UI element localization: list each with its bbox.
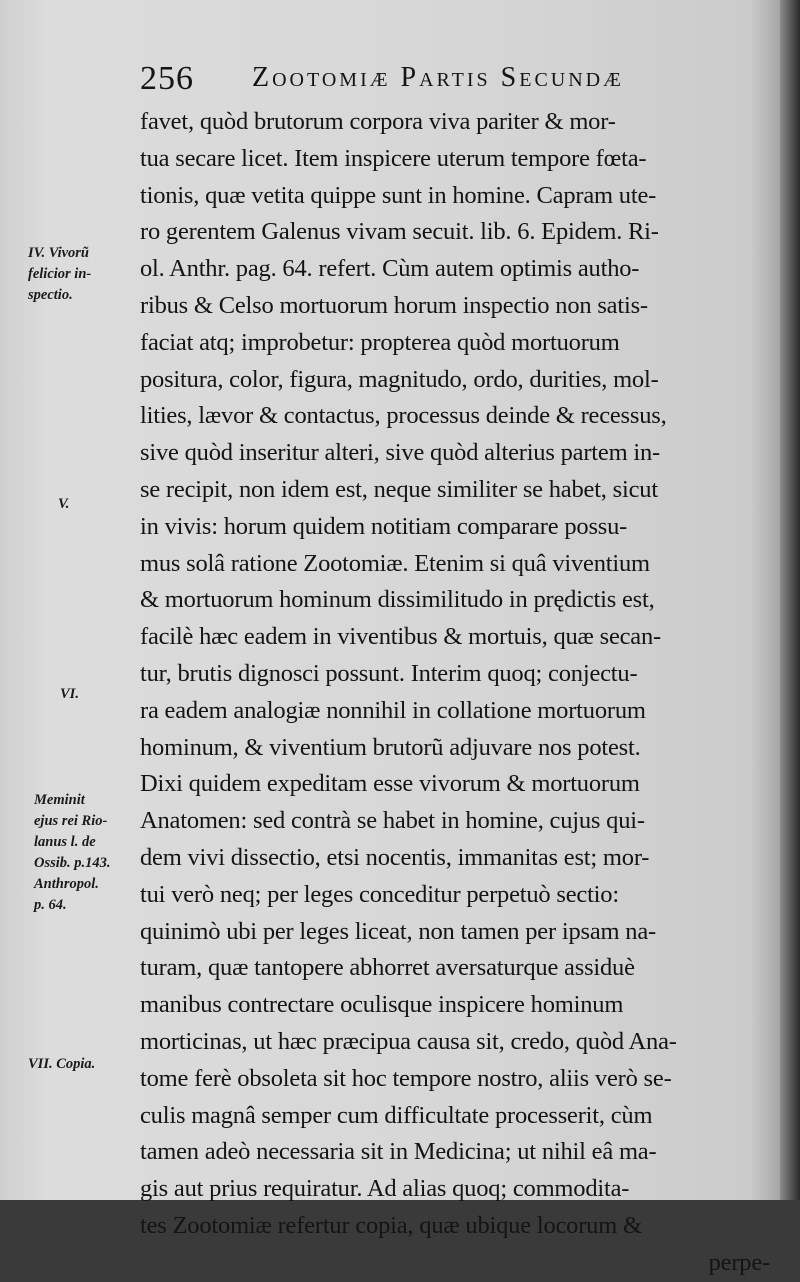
text-line: manibus contrectare oculisque inspicere hominum [140,991,624,1019]
text-line: hominum, & viventium brutorũ adjuvare nos potest. [140,733,641,761]
text-line: perpe- [708,1248,770,1276]
text-line: Dixi quidem expeditam esse vivorum & mortuorum [140,770,640,798]
margin-note-line: p. 64. [34,897,67,913]
text-line: tes Zootomiæ refertur copia, quæ ubique locorum & [140,1211,642,1239]
margin-note-line: V. [58,496,70,512]
text-line: gis aut prius requiratur. Ad alias quoq; commodita- [140,1175,630,1203]
margin-note-line: VI. [60,686,79,702]
margin-note-iv [28,243,158,306]
book-edge [780,0,800,1200]
text-line: culis magnâ semper cum difficultate processerit, cùm [140,1101,653,1129]
text-line: facilè hæc eadem in viventibus & mortuis, quæ secan- [140,623,661,651]
text-line: ol. Anthr. pag. 64. refert. Cùm autem optimis autho- [140,255,640,283]
body-text [140,104,770,1282]
margin-note-line: ejus rei Rio- [34,813,108,829]
text-line: dem vivi dissectio, etsi nocentis, immanitas est; mor- [140,843,650,871]
margin-note-line: Meminit [34,792,85,808]
text-line: in vivis: horum quidem notitiam comparare possu- [140,512,628,540]
text-line: favet, quòd brutorum corpora viva pariter & mor- [140,108,616,135]
text-line: tamen adeò necessaria sit in Medicina; ut nihil eâ ma- [140,1138,657,1166]
text-line: tui verò neq; per leges conceditur perpetuò sectio: [140,880,619,908]
text-line: positura, color, figura, magnitudo, ordo, durities, mol- [140,365,659,393]
text-line: ribus & Celso mortuorum horum inspectio non satis- [140,291,648,319]
margin-note-line: IV. Vivorũ [28,245,89,261]
text-line: ro gerentem Galenus vivam secuit. lib. 6. Epidem. Ri- [140,218,659,246]
margin-note-line: spectio. [28,287,73,303]
text-line: faciat atq; improbetur: propterea quòd mortuorum [140,328,620,356]
text-line: sive quòd inseritur alteri, sive quòd alterius partem in- [140,439,660,467]
text-line: se recipit, non idem est, neque similiter se habet, sicut [140,475,658,503]
margin-note-meminit [34,790,164,916]
margin-note-line: felicior in- [28,266,92,282]
text-line: ra eadem analogiæ nonnihil in collatione mortuorum [140,696,646,724]
text-line: Anatomen: sed contrà se habet in homine, cujus qui- [140,807,645,835]
text-line: turam, quæ tantopere abhorret aversaturque assiduè [140,954,635,982]
text-line: lities, lævor & contactus, processus deinde & recessus, [140,402,667,430]
margin-note-v [58,494,188,515]
margin-note-vi [60,684,190,705]
text-line: quinimò ubi per leges liceat, non tamen per ipsam na- [140,917,656,945]
text-line: tionis, quæ vetita quippe sunt in homine. Capram ute- [140,181,657,209]
margin-note-vii [28,1054,158,1075]
text-line: tua secare licet. Item inspicere uterum tempore fœta- [140,144,647,172]
text-line: & mortuorum hominum dissimilitudo in prędictis est, [140,586,655,614]
margin-note-line: lanus l. de [34,834,96,850]
page-header [140,60,770,100]
text-line: tome ferè obsoleta sit hoc tempore nostro, aliis verò se- [140,1064,672,1092]
page-number: 256 [140,60,194,97]
margin-note-line: VII. Copia. [28,1056,96,1072]
margin-note-line: Anthropol. [34,876,99,892]
running-head: Zootomiæ Partis Secundæ [252,62,624,93]
margin-note-line: Ossib. p.143. [34,855,111,871]
text-line: tur, brutis dignosci possunt. Interim quoq; conjectu- [140,659,638,687]
text-line: mus solâ ratione Zootomiæ. Etenim si quâ viventium [140,549,650,577]
text-line: morticinas, ut hæc præcipua causa sit, credo, quòd Ana- [140,1027,677,1055]
